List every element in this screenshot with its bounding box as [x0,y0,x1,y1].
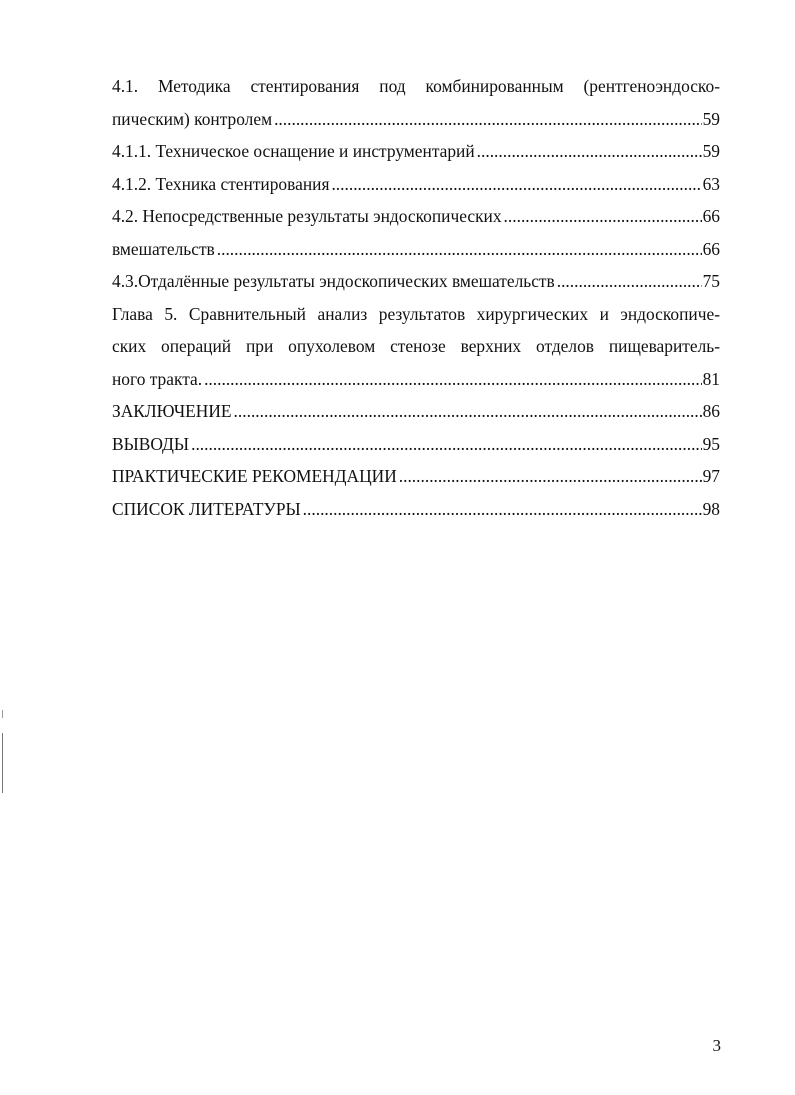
toc-entry-4-1[interactable] [112,103,720,136]
toc-page-number: 95 [702,433,720,454]
toc-page-number: 86 [702,401,720,421]
dot-leader [557,265,702,298]
toc-page-number: 66 [702,238,720,259]
toc-entry-conclusion[interactable] [112,395,720,428]
toc-entry-label: 4.3.Отдалённые результаты эндоскопических вмешательств [112,271,555,291]
toc-entry-label: 4.1.1. Техническое оснащение и инструментарий [112,141,475,161]
toc-entry-4-1-1[interactable] [112,135,720,168]
toc-entry-4-2[interactable] [112,200,720,233]
toc-page-number: 98 [702,498,720,519]
toc-entry-label: ного тракта. [112,368,203,389]
toc-entry-4-2-continued[interactable] [112,233,720,266]
dot-leader [204,363,702,396]
dot-leader [274,103,702,136]
scan-edge-mark [2,710,3,718]
dot-leader [477,135,702,168]
toc-page-number: 81 [702,368,720,389]
toc-entry-label: ЗАКЛЮЧЕНИЕ [112,401,232,421]
toc-entry-label: 4.1.2. Техника стентирования [112,173,330,194]
toc-entry-4-1-line-1: 4.1. Методика стентирования под комбинированным (рентгеноэндоско- [112,76,720,96]
scan-edge-mark [2,733,3,793]
dot-leader [217,233,702,266]
toc-entry-4-1-2[interactable] [112,168,720,201]
toc-entry-findings[interactable] [112,428,720,461]
dot-leader [331,168,701,201]
toc-entry-chapter-5[interactable] [112,363,720,396]
toc-entry-references[interactable] [112,493,720,526]
toc-entry-recommendations[interactable] [112,460,720,493]
toc-page-number: 75 [702,271,720,291]
toc-entry-chapter-5-line-2: ских операций при опухолевом стенозе верхних отделов пищеваритель- [112,336,720,356]
toc-entry-label: пическим) контролем [112,108,273,129]
dot-leader [504,200,702,233]
dot-leader [399,460,702,493]
toc-page-number: 63 [702,173,720,194]
toc-entry-4-3[interactable] [112,265,720,298]
toc-entry-label: ПРАКТИЧЕСКИЕ РЕКОМЕНДАЦИИ [112,466,397,486]
toc-page-number: 59 [702,141,720,161]
dot-leader [234,395,702,428]
toc-entry-label: СПИСОК ЛИТЕРАТУРЫ [112,498,301,519]
toc-entry-chapter-5-line-1: Глава 5. Сравнительный анализ результатов хирургических и эндоскопиче- [112,303,720,324]
toc-entry-label: вмешательств [112,238,215,259]
page-number: 3 [712,1036,721,1055]
toc-page-number: 59 [702,108,720,129]
table-of-contents [112,70,720,525]
toc-page-number: 97 [702,466,720,486]
toc-entry-label: 4.2. Непосредственные результаты эндоскопических [112,206,502,226]
toc-entry-label: ВЫВОДЫ [112,433,190,454]
dot-leader [191,428,702,461]
dot-leader [303,493,702,526]
toc-page-number: 66 [702,206,720,226]
